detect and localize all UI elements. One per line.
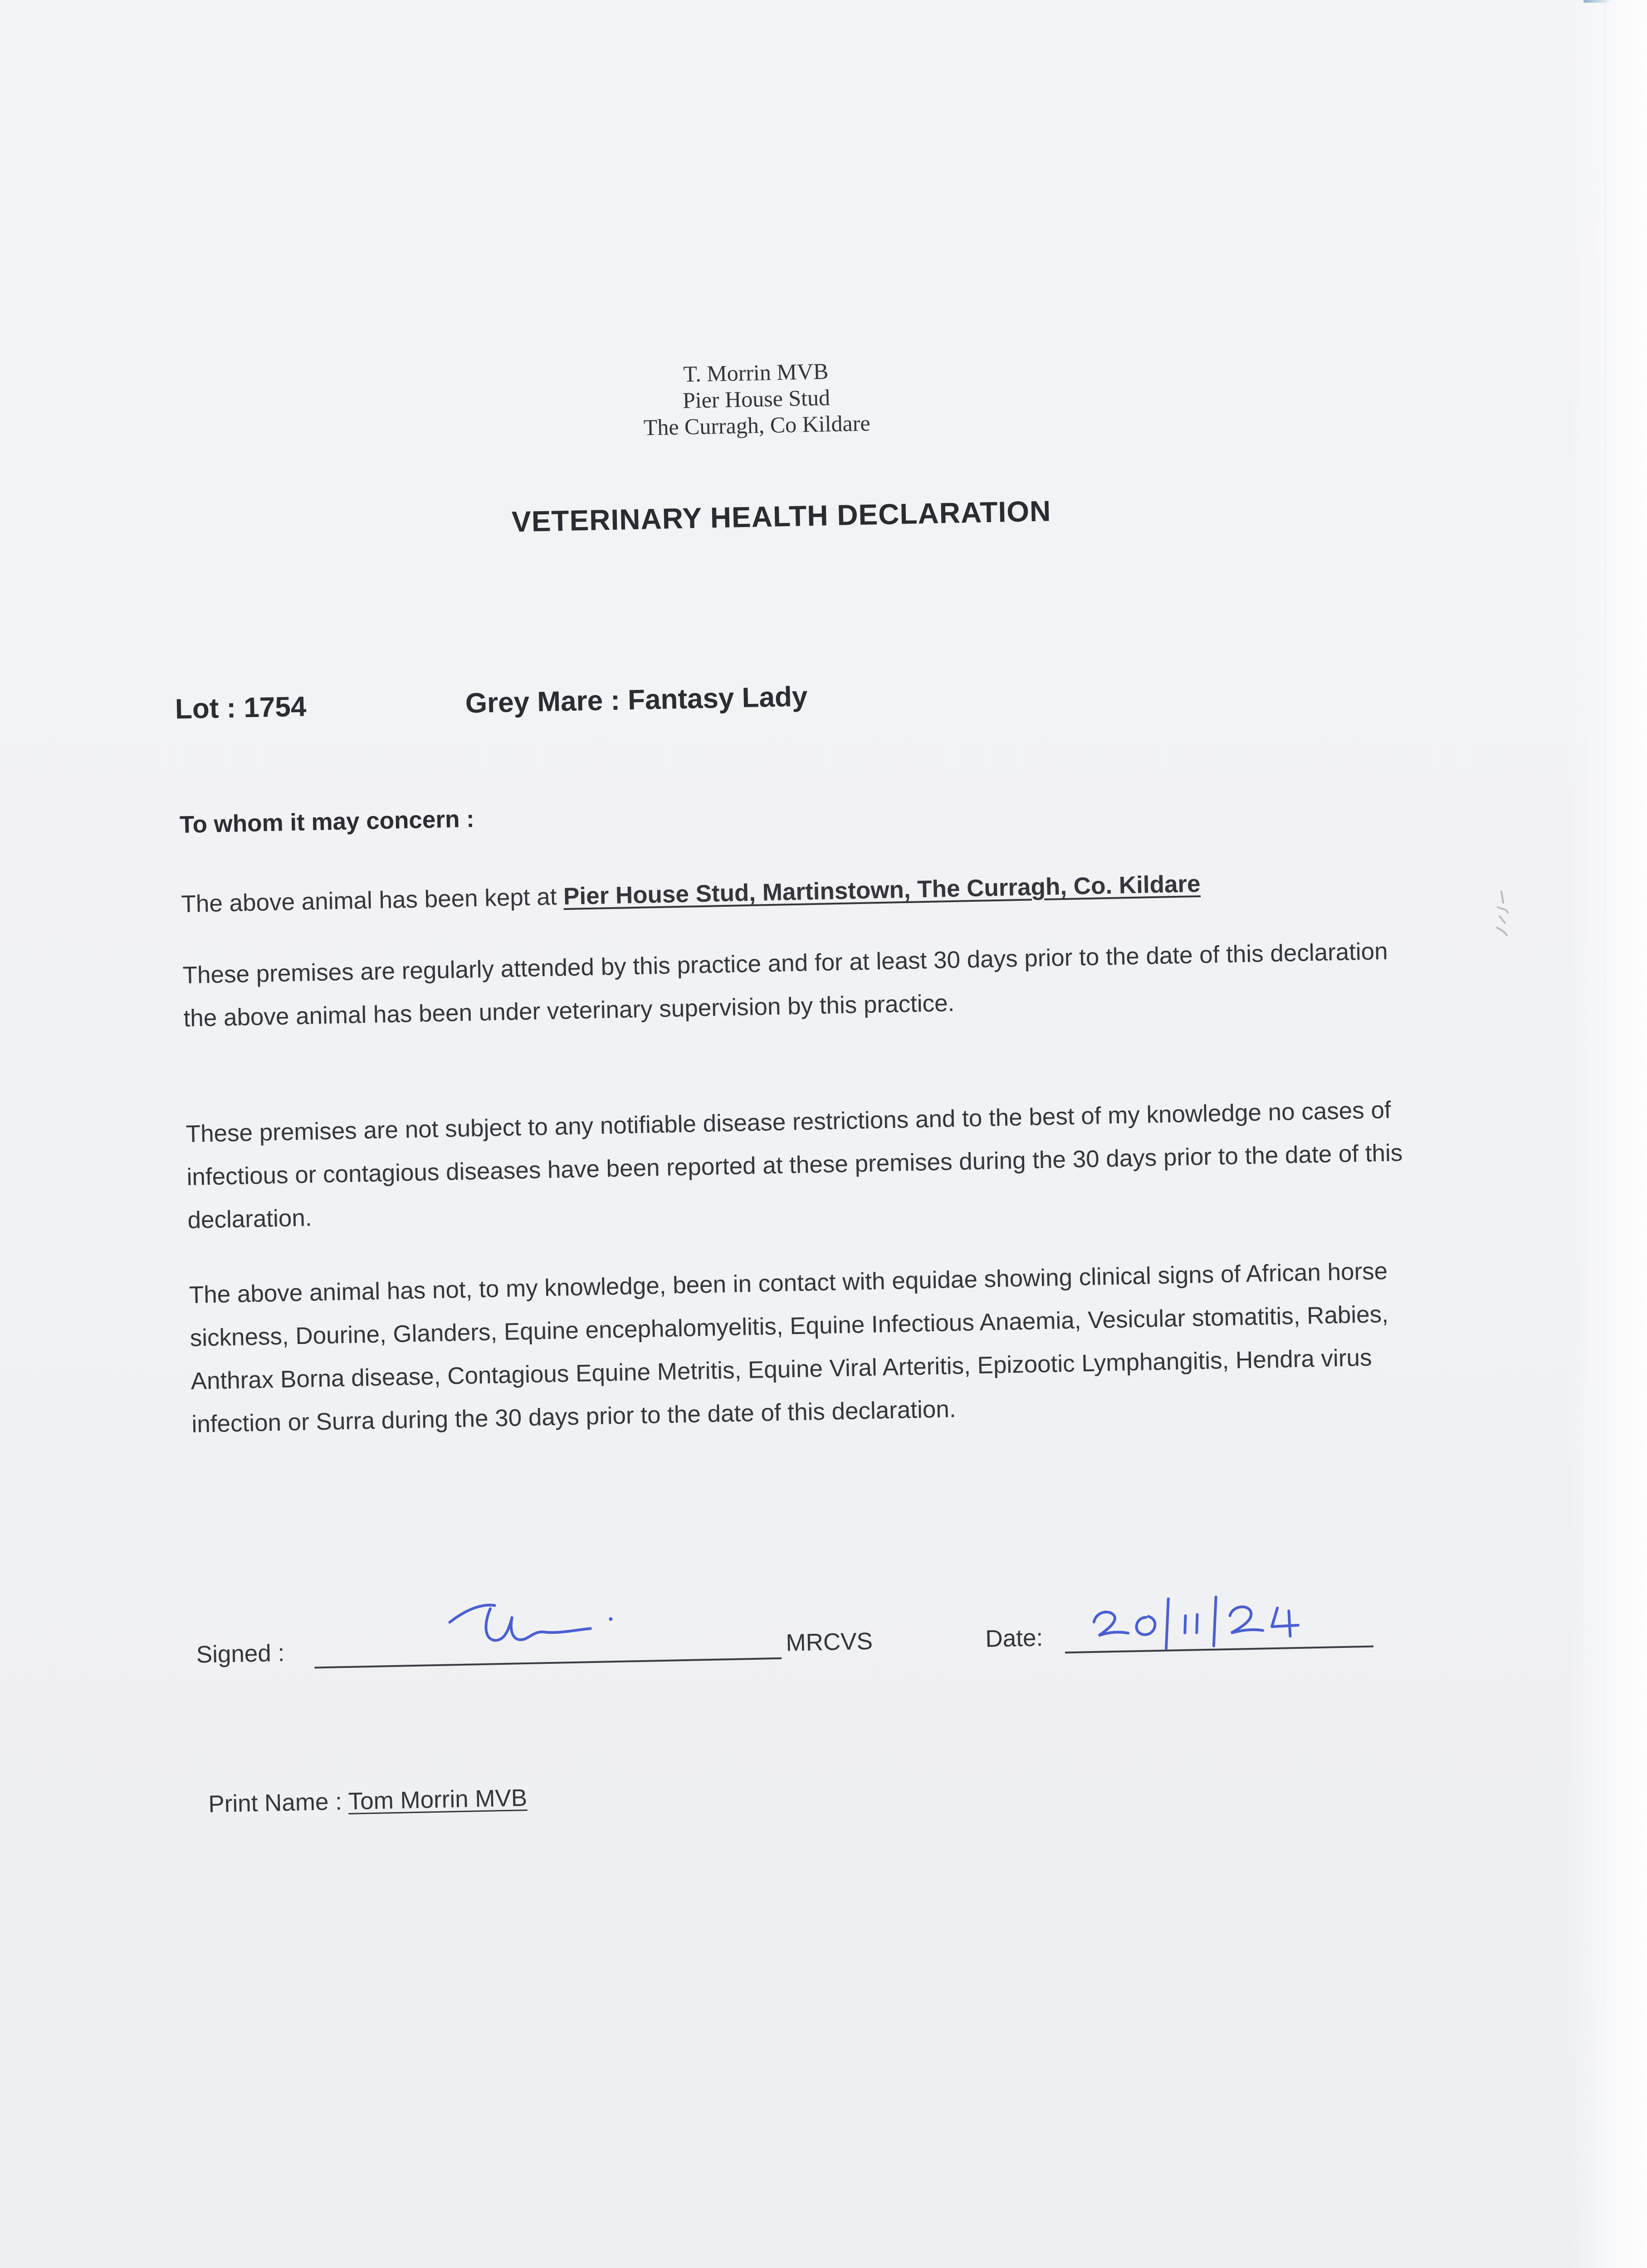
print-name-value: Tom Morrin MVB [348, 1784, 528, 1815]
signature-row [196, 1602, 1467, 1681]
signed-label: Signed : [196, 1639, 285, 1668]
salutation: To whom it may concern : [179, 806, 475, 839]
signature-line [314, 1657, 782, 1669]
lot-number: Lot : 1754 [175, 691, 307, 725]
print-name-row [208, 1784, 528, 1818]
handwritten-signature [440, 1587, 623, 1654]
supervision-paragraph: These premises are regularly attended by this practice and for at least 30 days prior to the date of this declaration the above animal has been under veterinary supervision by this practice. [182, 938, 1388, 1032]
kept-location: Pier House Stud, Martinstown, The Curragh, Co. Kildare [563, 870, 1201, 910]
mrcvs-suffix: MRCVS [785, 1628, 873, 1657]
disease-contact-paragraph: The above animal has not, to my knowledge, been in contact with equidae showing clinical signs of African horse sickness, Dourine, Glanders, Equine encephalomyelitis, Equine Infectious Anaemia, Vesicular stomatitis, Rabies, Anthrax Borna disease, Contagious Equine Metritis, Equine Viral Arteritis, Epizootic Lymphangitis, Hendra virus infection or Surra during the 30 days prior to the date of this declaration. [189, 1257, 1389, 1438]
letterhead-stud: Pier House Stud [682, 385, 831, 413]
letterhead-name: T. Morrin MVB [683, 358, 829, 387]
date-label: Date: [985, 1624, 1043, 1652]
scan-speck [1488, 889, 1515, 939]
horse-description: Grey Mare : Fantasy Lady [465, 681, 808, 719]
print-name-label: Print Name : [208, 1788, 349, 1818]
document-title: VETERINARY HEALTH DECLARATION [511, 494, 1051, 538]
kept-statement [181, 870, 1201, 918]
handwritten-date [1084, 1582, 1339, 1655]
kept-prefix: The above animal has been kept at [181, 883, 564, 918]
letterhead-address: The Curragh, Co Kildare [643, 410, 871, 440]
letterhead [529, 355, 984, 443]
restrictions-paragraph: These premises are not subject to any notifiable disease restrictions and to the best of my knowledge no cases of infectious or contagious diseases have been reported at these premises during the 30 days prior to the date of this declaration. [186, 1096, 1403, 1234]
